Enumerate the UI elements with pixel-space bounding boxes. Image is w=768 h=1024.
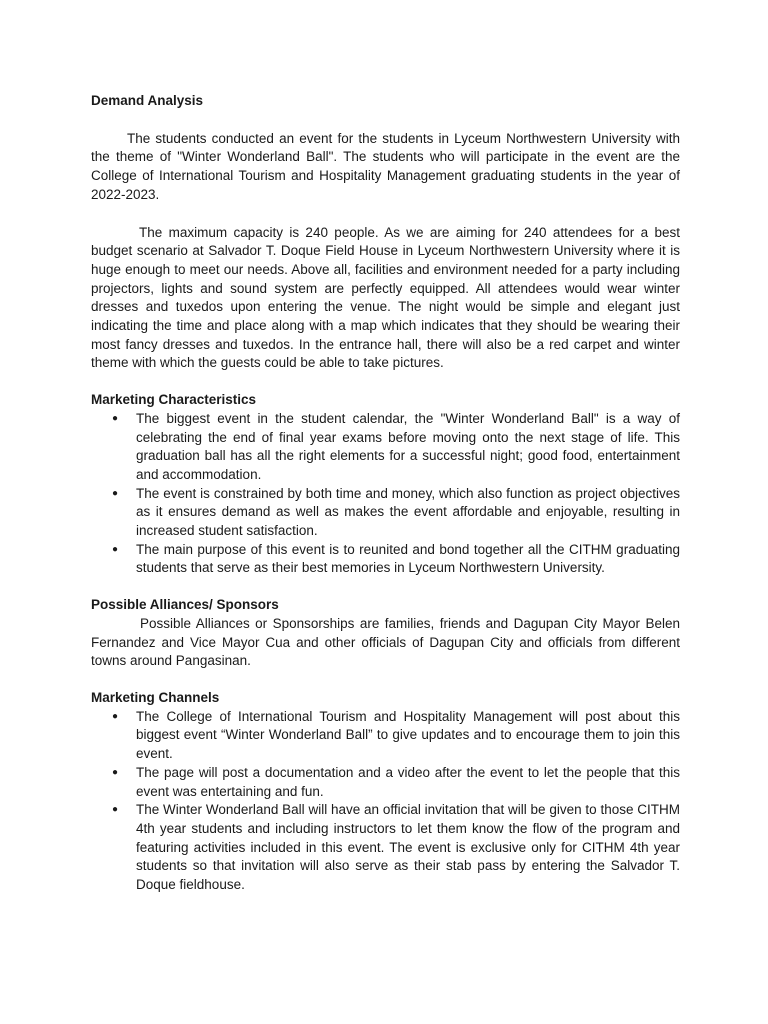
possible-alliances-heading: Possible Alliances/ Sponsors: [91, 597, 279, 613]
marketing-characteristics-heading: Marketing Characteristics: [91, 392, 257, 408]
list-item: ● The College of International Tourism and Hospitality Management will post about this biggest event “Winter Wonderland Ball” to give updates and to encourage them to join this event.: [91, 708, 680, 764]
demand-analysis-heading: Demand Analysis: [91, 93, 204, 108]
list-item: ● The page will post a documentation and a video after the event to let the people that this event was entertaining and fun.: [91, 764, 680, 801]
possible-alliances-paragraph: Possible Alliances or Sponsorships are families, friends and Dagupan City Mayor Belen Fernandez and Vice Mayor Cua and other officials of Dagupan City and officials from different towns around Pangasinan.: [91, 615, 680, 669]
list-item: ● The main purpose of this event is to reunited and bond together all the CITHM graduating students that serve as their best memories in Lyceum Northwestern University.: [91, 541, 680, 578]
list-item: ● The event is constrained by both time and money, which also function as project objectives as it ensures demand as well as makes the event affordable and enjoyable, resulting in increased student satisfaction.: [91, 485, 680, 541]
marketing-characteristics-list: [91, 410, 680, 578]
list-item: ● The Winter Wonderland Ball will have an official invitation that will be given to those CITHM 4th year students and including instructors to let them know the flow of the program and featuring activities included in this event. The event is exclusive only for CITHM 4th year students so that invitation will also serve as their stab pass by entering the Salvador T. Doque fieldhouse.: [91, 801, 680, 895]
demand-analysis-paragraph-1: The students conducted an event for the students in Lyceum Northwestern University with the theme of "Winter Wonderland Ball". The students who will participate in the event are the College of International Tourism and Hospitality Management graduating students in the year of 2022-2023.: [91, 130, 680, 202]
demand-analysis-paragraph-2: The maximum capacity is 240 people. As we are aiming for 240 attendees for a best budget scenario at Salvador T. Doque Field House in Lyceum Northwestern University where it is huge enough to meet our needs. Above all, facilities and environment needed for a party including projectors, lights and sound system are perfectly equipped. All attendees would wear winter dresses and tuxedos upon entering the venue. The night would be simple and elegant just indicating the time and place along with a map which indicates that they should be wearing their most fancy dresses and tuxedos. In the entrance hall, there will also be a red carpet and winter theme with which the guests could be able to take pictures.: [91, 224, 680, 371]
marketing-channels-list: [91, 708, 680, 895]
marketing-channels-heading: Marketing Channels: [91, 689, 220, 705]
list-item: ● The biggest event in the student calendar, the "Winter Wonderland Ball" is a way of celebrating the end of final year exams before moving onto the next stage of life. This graduation ball has all the right elements for a successful night; good food, entertainment and accommodation.: [91, 410, 680, 485]
